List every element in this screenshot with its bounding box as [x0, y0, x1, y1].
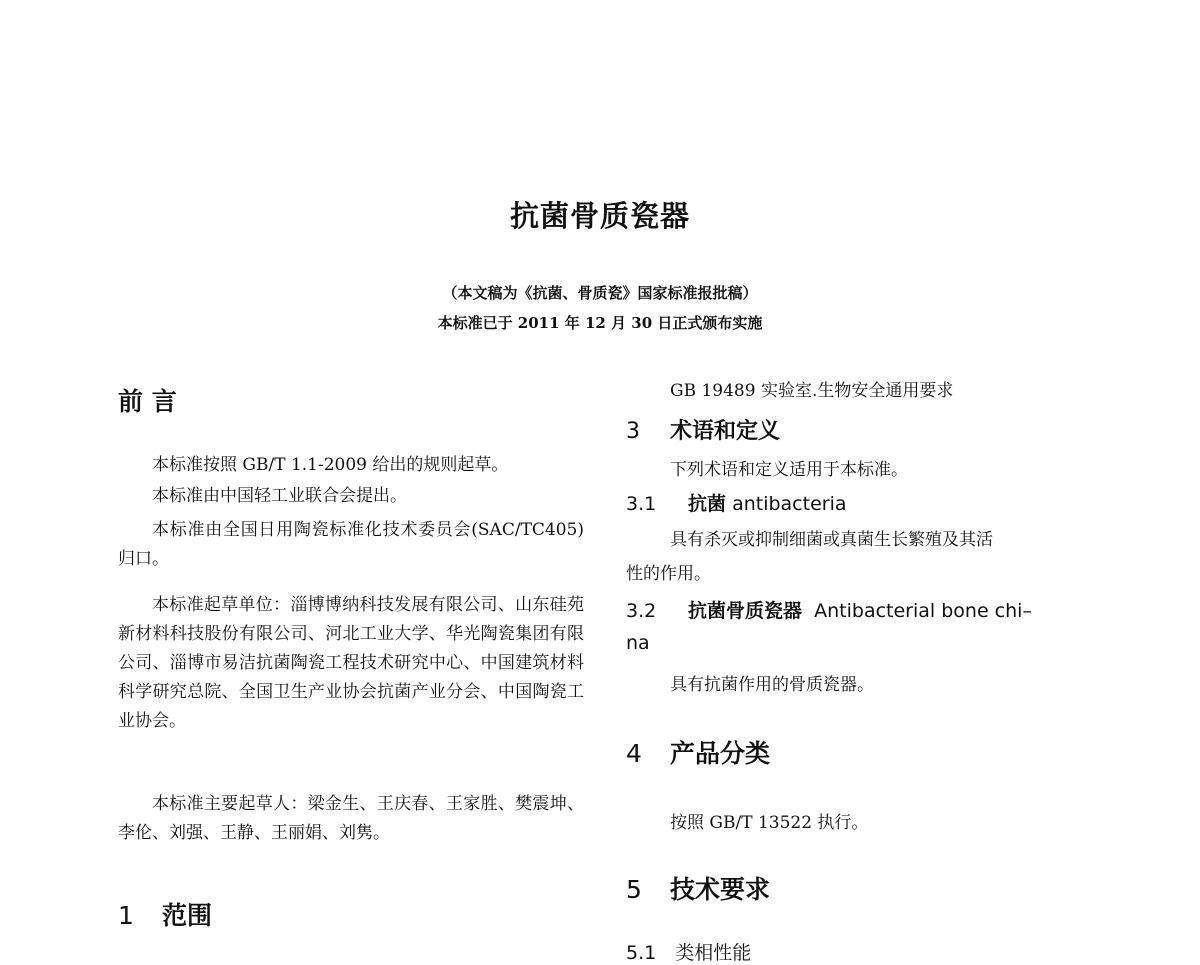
foreword-paragraph-5: 本标准主要起草人：梁金生、王庆春、王家胜、樊震坤、李伦、刘强、王静、王丽娟、刘隽。 [118, 794, 584, 843]
term-3-2-english-continuation: na [626, 632, 650, 654]
term-3-1-chinese: 抗菌 [688, 493, 727, 515]
section-1-title: 范围 [162, 901, 213, 930]
section-4-text: 按照 GB/T 13522 执行。 [670, 813, 869, 833]
foreword-heading: 前 言 [118, 387, 177, 416]
document-subtitle-draft-note: （本文稿为《抗菌、骨质瓷》国家标准报批稿） [442, 284, 758, 302]
term-3-2-number: 3.2 [626, 600, 657, 622]
term-3-1-english: antibacteria [732, 493, 847, 515]
section-1-heading [118, 896, 212, 932]
foreword-paragraph-4: 本标准起草单位：淄博博纳科技发展有限公司、山东硅苑新材料科技股份有限公司、河北工业大学、华光陶瓷集团有限公司、淄博市易洁抗菌陶瓷工程技术研究中心、中国建筑材料科学研究总院、全国卫生产业协会抗菌产业分会、中国陶瓷工业协会。 [118, 595, 584, 731]
term-3-2-chinese: 抗菌骨质瓷器 [688, 600, 803, 622]
section-5-heading [626, 870, 770, 906]
section-4-number: 4 [626, 739, 642, 768]
foreword-paragraph-3: 本标准由全国日用陶瓷标准化技术委员会(SAC/TC405)归口。 [118, 520, 584, 569]
term-3-1-definition-line-2: 性的作用。 [626, 564, 711, 584]
section-4-title: 产品分类 [670, 739, 771, 768]
section-4-heading [626, 734, 770, 770]
term-3-1-definition-line-1: 具有杀灭或抑制细菌或真菌生长繁殖及其活 [670, 530, 993, 550]
foreword-paragraph-1: 本标准按照 GB/T 1.1-2009 给出的规则起草。 [152, 455, 509, 475]
foreword-paragraph-2: 本标准由中国轻工业联合会提出。 [152, 486, 407, 506]
section-1-number: 1 [118, 901, 134, 930]
document-title: 抗菌骨质瓷器 [509, 199, 690, 233]
section-5-number: 5 [626, 875, 642, 904]
section-3-heading [626, 414, 780, 445]
section-5-1-heading-cut-off: 5.1 类相性能 [626, 942, 752, 964]
term-3-2-definition: 具有抗菌作用的骨质瓷器。 [670, 675, 874, 695]
section-3-intro: 下列术语和定义适用于本标准。 [670, 460, 908, 480]
document-subtitle-effective-date: 本标准已于 2011 年 12 月 30 日正式颁布实施 [437, 314, 763, 332]
section-3-number: 3 [626, 419, 640, 444]
section-5-title: 技术要求 [670, 875, 771, 904]
normative-reference-line: GB 19489 实验室.生物安全通用要求 [670, 381, 954, 401]
term-3-1-number: 3.1 [626, 493, 657, 515]
term-3-1-heading [626, 489, 847, 516]
term-3-2-heading [626, 596, 1032, 623]
section-3-title: 术语和定义 [670, 419, 781, 444]
term-3-2-english: Antibacterial bone chi– [814, 600, 1032, 622]
